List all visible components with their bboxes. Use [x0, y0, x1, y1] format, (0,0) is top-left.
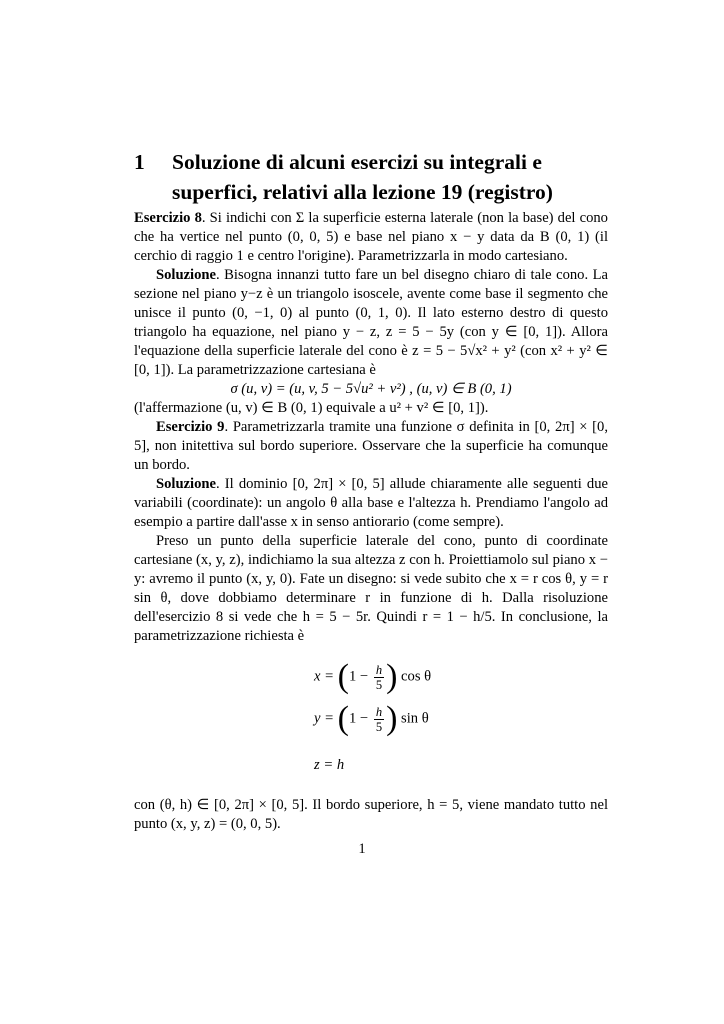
equation-z: z = h: [314, 757, 345, 773]
solution-8-label: Soluzione: [156, 267, 217, 283]
parametrization-equation: σ (u, v) = (u, v, 5 − 5√u² + v²) , (u, v) ∈ B (0, 1): [230, 381, 512, 397]
exercise-8-paragraph: [134, 209, 608, 266]
solution-9-text-1: . Il dominio [0, 2π] × [0, 5] allude chiaramente alle seguenti due variabili (coordinate): un angolo θ alla base e l'altezza h. Prendiamo l'angolo ad esempio a partire dall'asse x in senso antiorario (come sempre).: [134, 476, 608, 530]
page-number: 1: [358, 841, 366, 857]
equation-y: y = (1 − $\frac{h}{5}$ ) sin θ: [314, 700, 429, 737]
document-body: [134, 209, 608, 834]
solution-9-paragraph-2: Preso un punto della superficie laterale del cono, punto di coordinate cartesiane (x, y, z), indichiamo la sua altezza z con h. Proiettiamolo sul piano x − y: avremo il punto (x, y, 0). Fate un disegno: si vede subito che x = r cos θ, y = r sin θ, dove dobbiamo determinare r in funzione di h. Dalla risoluzione dell'esercizio 8 si vede che h = 5 − 5r. Quindi r = 1 − h/5. In conclusione, la parametrizzazione richiesta è: [134, 533, 608, 644]
exercise-8-text: . Si indichi con Σ la superficie esterna laterale (non la base) del cono che ha vertice nel punto (0, 0, 5) e base nel piano x − y data da B (0, 1) (il cerchio di raggio 1 e centro l'origine). Parametrizzarla in modo cartesiano.: [134, 210, 608, 264]
solution-8-remark: (l'affermazione (u, v) ∈ B (0, 1) equivale a u² + v² ∈ [0, 1]).: [134, 400, 489, 416]
exercise-9-paragraph: [134, 418, 608, 475]
section-title: Soluzione di alcuni esercizi su integrali e superfici, relativi alla lezione 19 (registro): [172, 150, 553, 204]
solution-9-label: Soluzione: [156, 476, 217, 492]
solution-9-conclusion: con (θ, h) ∈ [0, 2π] × [0, 5]. Il bordo superiore, h = 5, viene mandato tutto nel punto (x, y, z) = (0, 0, 5).: [134, 797, 608, 832]
solution-9-paragraph: [134, 475, 608, 532]
exercise-9-text: . Parametrizzarla tramite una funzione σ definita in [0, 2π] × [0, 5], non initettiva sul bordo superiore. Osservare che la superficie ha comunque un bordo.: [134, 419, 608, 473]
fraction-h-over-5: $\frac{h}{5}$: [375, 662, 383, 692]
equation-x: x = (1 − $\frac{h}{5}$ ) cos θ: [314, 658, 432, 695]
solution-8-text: . Bisogna innanzi tutto fare un bel disegno chiaro di tale cono. La sezione nel piano y−z è un triangolo isoscele, avente come base il segmento che unisce il punto (0, −1, 0) al punto (0, 1, 0). Il lato esterno destro di questo triangolo ha equazione, nel piano y − z, z = 5 − 5y (con y ∈ [0, 1]). Allora l'equazione della superficie laterale del cono è z = 5 − 5√x² + y² (con x² + y² ∈ [0, 1]). La parametrizzazione cartesiana è: [134, 267, 608, 378]
exercise-9-label: Esercizio 9: [156, 419, 225, 435]
equation-system: [134, 656, 608, 788]
exercise-8-label: Esercizio 8: [134, 210, 202, 226]
section-number: 1: [134, 150, 145, 174]
fraction-h-over-5: $\frac{h}{5}$: [375, 704, 383, 734]
solution-8-paragraph: [134, 266, 608, 380]
